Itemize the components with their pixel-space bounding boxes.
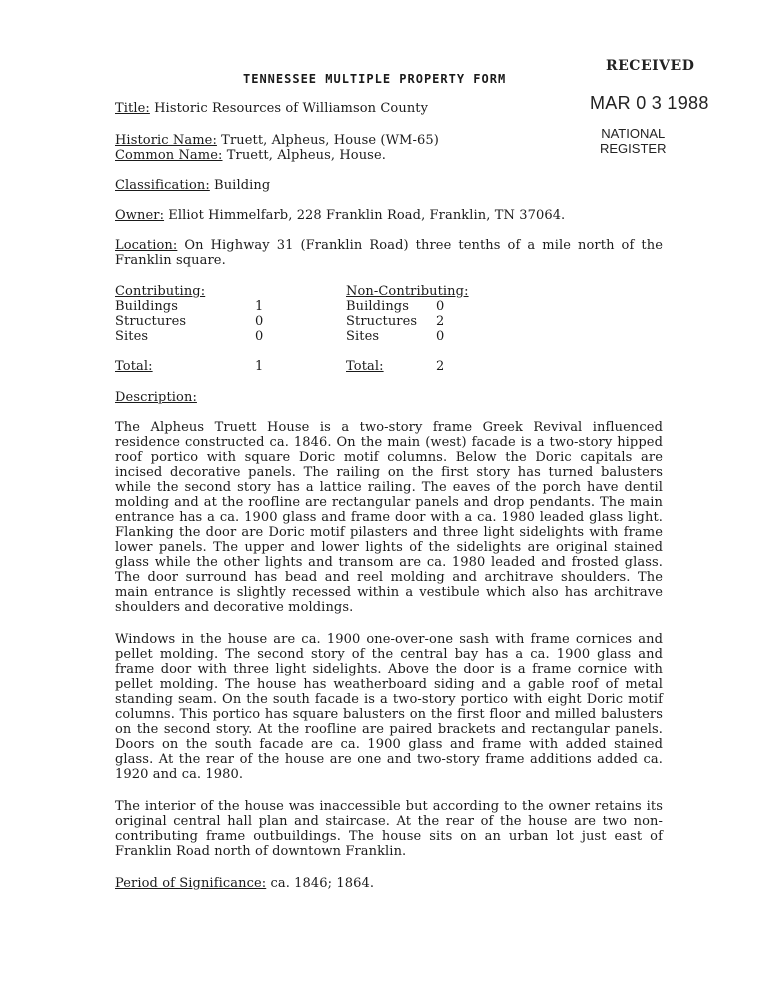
period-line: [115, 876, 374, 891]
owner-line: [115, 208, 565, 223]
common-name-label: Common Name:: [115, 148, 223, 163]
historic-name-line: [115, 133, 439, 148]
title-line: [115, 101, 428, 116]
non-contributing-structures-value: 2: [436, 314, 445, 329]
location-block: [115, 238, 663, 268]
register-line-1: NATIONAL: [601, 126, 666, 141]
non-contributing-total-label: Total:: [346, 359, 384, 374]
contributing-structures-value: 0: [255, 314, 264, 329]
contributing-total-value: 1: [255, 359, 264, 374]
historic-name-label: Historic Name:: [115, 133, 217, 148]
paragraph-text: The Alpheus Truett House is a two-story frame Greek Revival influenced residence constructed ca. 1846. On the main (west) facade is a two-story hipped roof portico with square Doric motif columns. Below the Doric capitals are incised decorative panels. The railing on the first story has turned balusters while the second story has a lattice railing. The eaves of the porch have dentil molding and at the roofline are rectangular panels and drop pendants. The main entrance has a ca. 1900 glass and frame door with a ca. 1980 leaded glass light. Flanking the door are Doric motif pilasters and three light sidelights with frame lower panels. The upper and lower lights of the sidelights are original stained glass while the other lights and transom are ca. 1980 leaded and frosted glass. The door surround has bead and reel molding and architrave shoulders. The main entrance is slightly recessed within a vestibule which also has architrave shoulders and decorative moldings.: [115, 420, 663, 615]
period-value: ca. 1846; 1864.: [266, 876, 375, 891]
description-paragraph-3: [115, 799, 663, 859]
contributing-total-label: Total:: [115, 359, 153, 374]
non-contributing-heading: Non-Contributing:: [346, 284, 469, 299]
classification-line: [115, 178, 270, 193]
non-contributing-structures-label: Structures: [346, 314, 418, 329]
paragraph-text: Windows in the house are ca. 1900 one-over-one sash with frame cornices and pellet molding. The second story of the central bay has a ca. 1900 glass and frame door with three light sidelights. Above the door is a frame cornice with pellet molding. The house has weatherboard siding and a gable roof of metal standing seam. On the south facade is a two-story portico with eight Doric motif columns. This portico has square balusters on the first floor and milled balusters on the second story. At the roofline are paired brackets and rectangular panels. Doors on the south facade are ca. 1900 glass and frame with added stained glass. At the rear of the house are one and two-story frame additions added ca. 1920 and ca. 1980.: [115, 632, 663, 782]
national-register-stamp: [600, 126, 666, 156]
title-label: Title:: [115, 101, 150, 116]
contributing-structures-label: Structures: [115, 314, 187, 329]
description-paragraph-1: [115, 420, 663, 615]
received-date-stamp: MAR 0 3 1988: [590, 93, 709, 113]
non-contributing-buildings-value: 0: [436, 299, 445, 314]
contributing-buildings-label: Buildings: [115, 299, 178, 314]
contributing-sites-label: Sites: [115, 329, 149, 344]
contributing-heading: Contributing:: [115, 284, 206, 299]
owner-label: Owner:: [115, 208, 165, 223]
contributing-sites-value: 0: [255, 329, 264, 344]
non-contributing-buildings-label: Buildings: [346, 299, 409, 314]
register-line-2: REGISTER: [600, 141, 667, 156]
classification-value: Building: [209, 178, 271, 193]
received-stamp: RECEIVED: [606, 58, 695, 74]
location-line-1: [115, 238, 663, 253]
non-contributing-sites-value: 0: [436, 329, 445, 344]
form-title: TENNESSEE MULTIPLE PROPERTY FORM: [243, 72, 507, 86]
location-label: Location:: [115, 238, 178, 253]
historic-name-value: Truett, Alpheus, House (WM-65): [216, 133, 439, 148]
location-line-2: Franklin square.: [115, 253, 226, 268]
contributing-buildings-value: 1: [255, 299, 264, 314]
title-value: Historic Resources of Williamson County: [149, 101, 429, 116]
location-value-1: On Highway 31 (Franklin Road) three tenths of a mile north of the: [177, 238, 663, 253]
common-name-value: Truett, Alpheus, House.: [222, 148, 386, 163]
classification-label: Classification:: [115, 178, 210, 193]
common-name-line: [115, 148, 386, 163]
description-label: Description:: [115, 390, 197, 405]
paragraph-text: The interior of the house was inaccessible but according to the owner retains its original central hall plan and staircase. At the rear of the house are two non-contributing frame outbuildings. The house sits on an urban lot just east of Franklin Road north of downtown Franklin.: [115, 799, 663, 859]
non-contributing-sites-label: Sites: [346, 329, 380, 344]
non-contributing-total-value: 2: [436, 359, 445, 374]
description-paragraph-2: [115, 632, 663, 782]
period-label: Period of Significance:: [115, 876, 267, 891]
owner-value: Elliot Himmelfarb, 228 Franklin Road, Franklin, TN 37064.: [164, 208, 566, 223]
